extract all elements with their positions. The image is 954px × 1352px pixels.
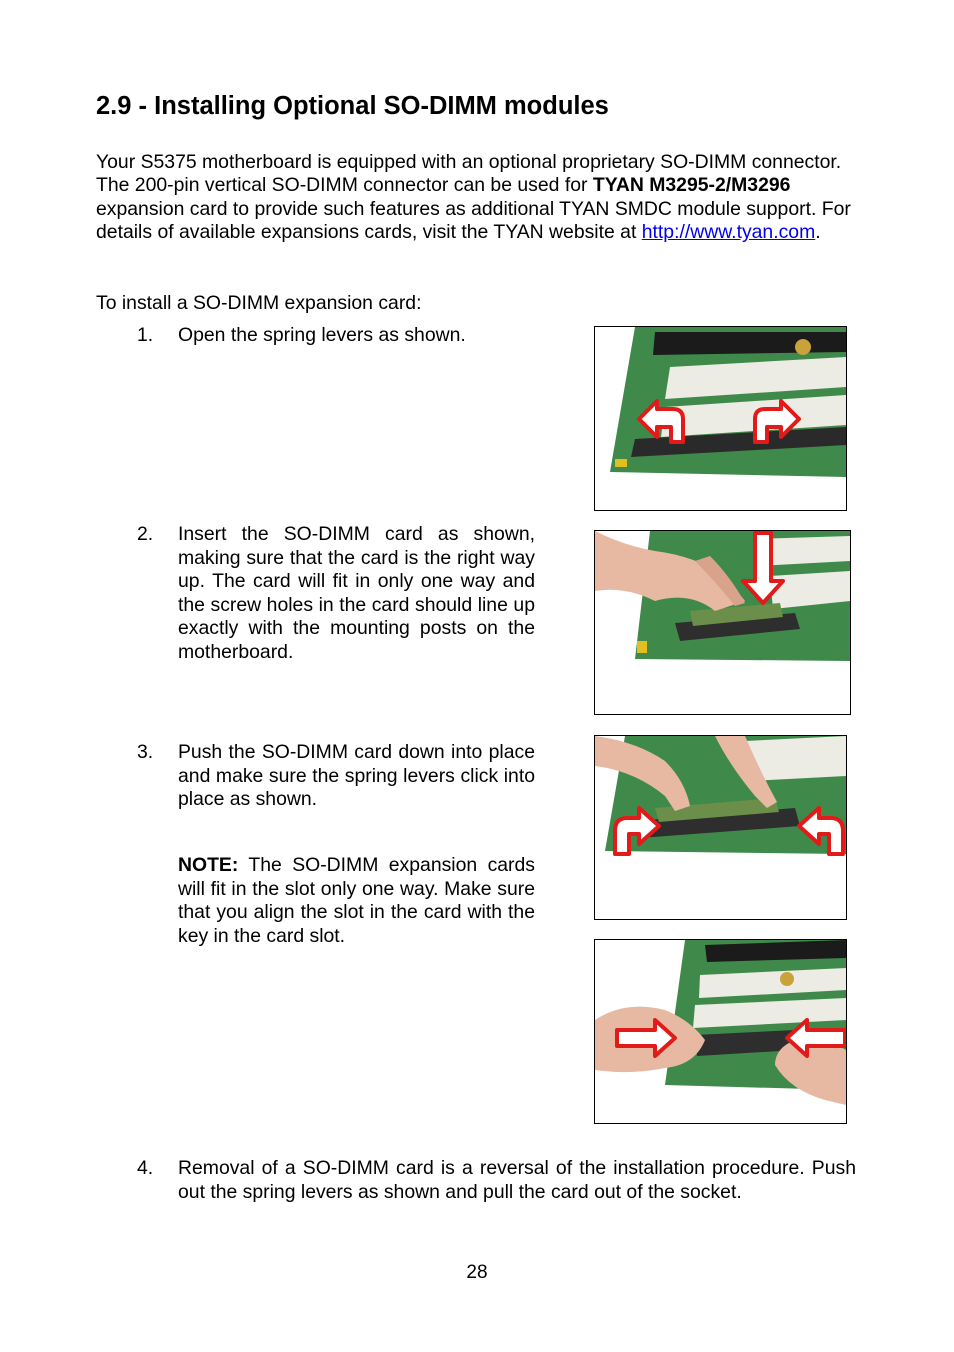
install-lead: To install a SO-DIMM expansion card: [96,292,422,314]
tyan-website-link[interactable]: http://www.tyan.com [641,221,816,244]
intro-paragraph [96,151,858,245]
note-label: NOTE: [178,854,239,876]
photo-push-card [594,735,847,920]
step-1-number: 1. [137,324,154,346]
intro-text-1: Your S5375 motherboard is equipped with an optional proprietary SO-DIMM connector. The 200-pin vertical SO-DIMM connector can be used for [96,151,842,197]
intro-bold-model: TYAN M3295-2/M3296 [592,174,791,197]
step-3-number: 3. [137,741,154,763]
photo-insert-card [594,530,851,715]
intro-end: . [815,221,821,244]
photo-open-levers [594,326,847,511]
intro-text-2: expansion card to provide such features as additional TYAN SMDC module support. For details of available expansions cards, visit the TYAN website at [96,197,851,244]
photo-remove-card [594,939,847,1124]
step-2-number: 2. [137,523,154,545]
section-heading: 2.9 - Installing Optional SO-DIMM modules [96,92,609,120]
step-1-text: Open the spring levers as shown. [178,324,466,346]
step-4-number: 4. [137,1157,154,1179]
step-3-text: Push the SO-DIMM card down into place and make sure the spring levers click into place as shown. [178,741,535,811]
page-number: 28 [466,1262,488,1283]
note-text: The SO-DIMM expansion cards will fit in the slot only one way. Make sure that you align the slot in the card with the key in the card slot. [178,854,535,947]
step-4-text: Removal of a SO-DIMM card is a reversal of the installation procedure. Push out the spring levers as shown and pull the card out of the socket. [178,1157,856,1203]
step-2-text: Insert the SO-DIMM card as shown, making sure that the card is the right way up. The card will fit in only one way and the screw holes in the card should line up exactly with the mounting posts on the motherboard. [178,523,535,663]
note-paragraph [178,854,535,948]
